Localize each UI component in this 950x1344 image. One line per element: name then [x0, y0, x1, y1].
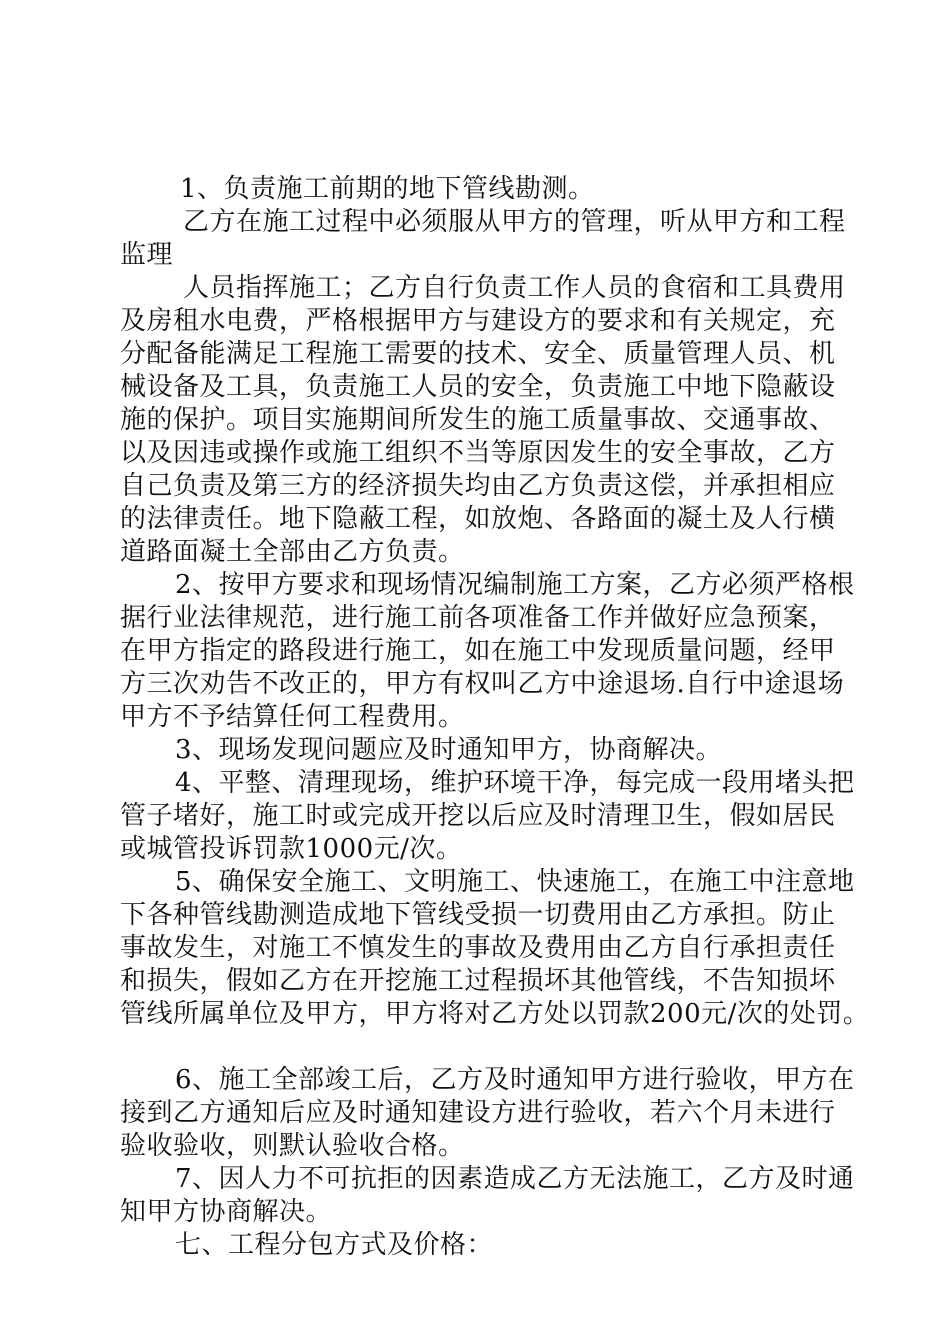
paragraph-line: 管子堵好，施工时或完成开挖以后应及时清理卫生，假如居民: [120, 801, 836, 831]
paragraph-line: 事故发生，对施工不慎发生的事故及费用由乙方自行承担责任: [120, 933, 836, 963]
paragraph-line: 甲方不予结算任何工程费用。: [120, 702, 465, 732]
paragraph-line: 据行业法律规范，进行施工前各项准备工作并做好应急预案，: [120, 603, 836, 633]
paragraph-line: 6、施工全部竣工后，乙方及时通知甲方进行验收，甲方在: [175, 1065, 855, 1095]
paragraph-line: 方三次劝告不改正的，甲方有权叫乙方中途退场.自行中途退场: [120, 669, 845, 699]
paragraph-line: 4、平整、清理现场，维护环境干净，每完成一段用堵头把: [175, 768, 855, 798]
paragraph-line: 下各种管线勘测造成地下管线受损一切费用由乙方承担。防止: [120, 900, 836, 930]
paragraph-line: 自己负责及第三方的经济损失均由乙方负责这偿，并承担相应: [120, 471, 836, 501]
paragraph-line: 1、负责施工前期的地下管线勘测。: [180, 174, 595, 204]
section-heading: 七、工程分包方式及价格：: [175, 1230, 494, 1260]
paragraph-line: 及房租水电费，严格根据甲方与建设方的要求和有关规定，充: [120, 306, 836, 336]
paragraph-line: 和损失，假如乙方在开挖施工过程损坏其他管线，不告知损坏: [120, 966, 836, 996]
paragraph-line: 管线所属单位及甲方，甲方将对乙方处以罚款200元/次的处罚。: [120, 999, 870, 1029]
paragraph-line: 监理: [120, 240, 174, 270]
paragraph-line: 知甲方协商解决。: [120, 1197, 333, 1227]
paragraph-line: 道路面凝土全部由乙方负责。: [120, 537, 465, 567]
paragraph-line: 或城管投诉罚款1000元/次。: [120, 834, 463, 864]
paragraph-line: 5、确保安全施工、文明施工、快速施工，在施工中注意地: [175, 867, 855, 897]
paragraph-line: 接到乙方通知后应及时通知建设方进行验收，若六个月未进行: [120, 1098, 836, 1128]
paragraph-line: 以及因违或操作或施工组织不当等原因发生的安全事故，乙方: [120, 438, 836, 468]
paragraph-line: 验收验收，则默认验收合格。: [120, 1131, 465, 1161]
paragraph-line: 的法律责任。地下隐蔽工程，如放炮、各路面的凝土及人行横: [120, 504, 836, 534]
paragraph-line: 人员指挥施工；乙方自行负责工作人员的食宿和工具费用: [183, 273, 846, 303]
paragraph-line: 2、按甲方要求和现场情况编制施工方案，乙方必须严格根: [175, 570, 855, 600]
paragraph-line: 乙方在施工过程中必须服从甲方的管理，听从甲方和工程: [183, 207, 846, 237]
paragraph-line: 在甲方指定的路段进行施工，如在施工中发现质量问题，经甲: [120, 636, 836, 666]
paragraph-line: 施的保护。项目实施期间所发生的施工质量事故、交通事故、: [120, 405, 836, 435]
paragraph-line: 7、因人力不可抗拒的因素造成乙方无法施工，乙方及时通: [175, 1164, 855, 1194]
paragraph-line: 3、现场发现问题应及时通知甲方，协商解决。: [175, 735, 723, 765]
paragraph-line: 分配备能满足工程施工需要的技术、安全、质量管理人员、机: [120, 339, 836, 369]
paragraph-line: 械设备及工具，负责施工人员的安全，负责施工中地下隐蔽设: [120, 372, 836, 402]
